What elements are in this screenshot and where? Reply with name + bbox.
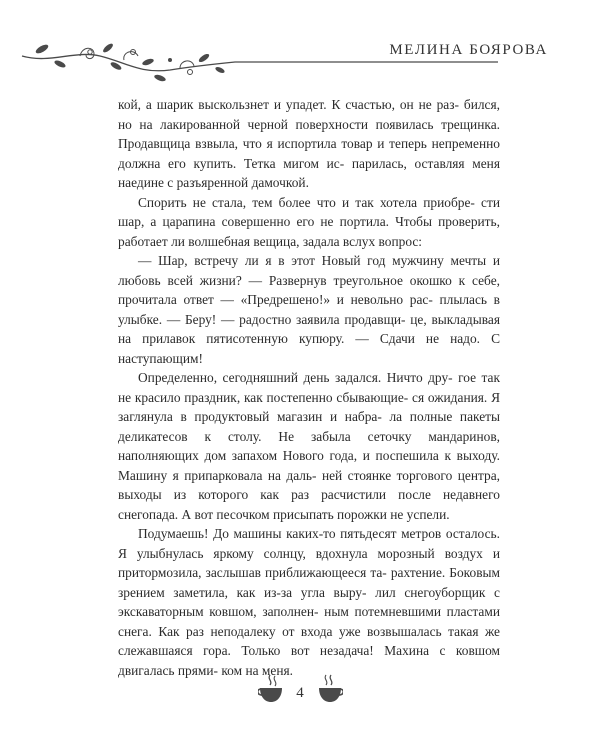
text-line: присыпать порожки не успели. — [273, 506, 450, 522]
text-line: и теперь непременно должна его купить. Тетка мигом ис- — [118, 136, 500, 171]
text-line: и любовь всей жизни? — Развернув треугольное окошко — [118, 253, 500, 288]
text-line: ком на меня. — [221, 662, 293, 678]
text-line: осталось. Я улыбнулась яркому солнцу, вдохнула морозный — [118, 526, 500, 561]
text-line: вопрос: — [378, 233, 423, 249]
paragraph — [118, 251, 500, 368]
text-line: трещинка. Продавщица взвыла, что я испортила товар — [118, 116, 500, 151]
text-line: Спорить не стала, тем более что и так хотела приобре- — [138, 194, 482, 210]
text-line: расчистили после недавнего снегопада. А вот песочком — [118, 487, 500, 522]
steaming-cup-icon — [258, 673, 286, 705]
text-line: кой, а шарик выскользнет и упадет. К счастью, он не раз- — [118, 97, 464, 112]
text-line: Подумаешь! До машины каких-то пятьдесят метров — [138, 526, 446, 541]
text-line: ным потемневшими пластами снега. Как раз неподалеку — [118, 604, 501, 639]
text-line: ся ожидания. Я заглянула в продуктовый магазин и набра- — [118, 389, 500, 424]
page-body-text — [118, 95, 500, 680]
text-line: рахтение. Боковым зрением заметила, как из-за угла выру- — [118, 565, 500, 600]
text-line: и поспешила к выходу. Машину я припарковала на даль- — [118, 448, 500, 483]
paragraph — [118, 95, 500, 193]
paragraph — [118, 193, 500, 252]
text-line: бился, но на лакированной черной поверхности появилась — [118, 97, 500, 132]
text-line: мандаринов, наполняющих дом запахом Нового года, — [118, 428, 500, 463]
text-line: сти шар, а царапина совершенно его не портила. Чтобы — [118, 194, 500, 229]
steaming-cup-icon — [315, 673, 343, 705]
text-line: гое так не красило праздник, как постепенно сбывающие- — [118, 370, 500, 405]
text-line: Только вот незадача! Махина с ковшом двигалась прями- — [118, 643, 500, 678]
text-line: плылась в улыбке. — Беру! — радостно заявила продавщи- — [118, 292, 500, 327]
text-line: ла полные пакеты деликатесов к столу. Не забыла сеточку — [118, 409, 500, 444]
text-line: — Шар, встречу ли я в этот Новый год мужчину мечты — [138, 253, 493, 268]
page-number: 4 — [296, 685, 304, 701]
text-line: ней стоянке торгового центра, выходы из которого как раз — [118, 467, 500, 502]
running-head-author: МЕЛИНА БОЯРОВА — [389, 42, 548, 58]
page-header — [0, 0, 600, 100]
text-line: Сдачи не надо. С наступающим! — [118, 331, 501, 366]
text-line: от входа уже возвышалась такая же слежавшаяся гора. — [118, 623, 500, 658]
text-line: воздух и притормозила, заслышав приближающееся та- — [118, 545, 500, 580]
paragraph — [118, 368, 500, 524]
page-footer — [0, 655, 600, 715]
text-line: Определенно, сегодняшний день задался. Ничто дру- — [138, 370, 459, 385]
text-line: парилась, оставляя меня наедине с разъяренной дамочкой. — [118, 155, 500, 190]
text-line: проверить, работает ли волшебная вещица, задала вслух — [118, 214, 500, 249]
text-line: це, выкладывая на прилавок пятисотенную купюру. — — [118, 311, 500, 346]
text-line: к себе, прочитала ответ — «Предрешено!» и невольно рас- — [118, 272, 500, 307]
text-line: лил снегоуборщик с экскаваторным ковшом, заполнен- — [118, 584, 500, 619]
